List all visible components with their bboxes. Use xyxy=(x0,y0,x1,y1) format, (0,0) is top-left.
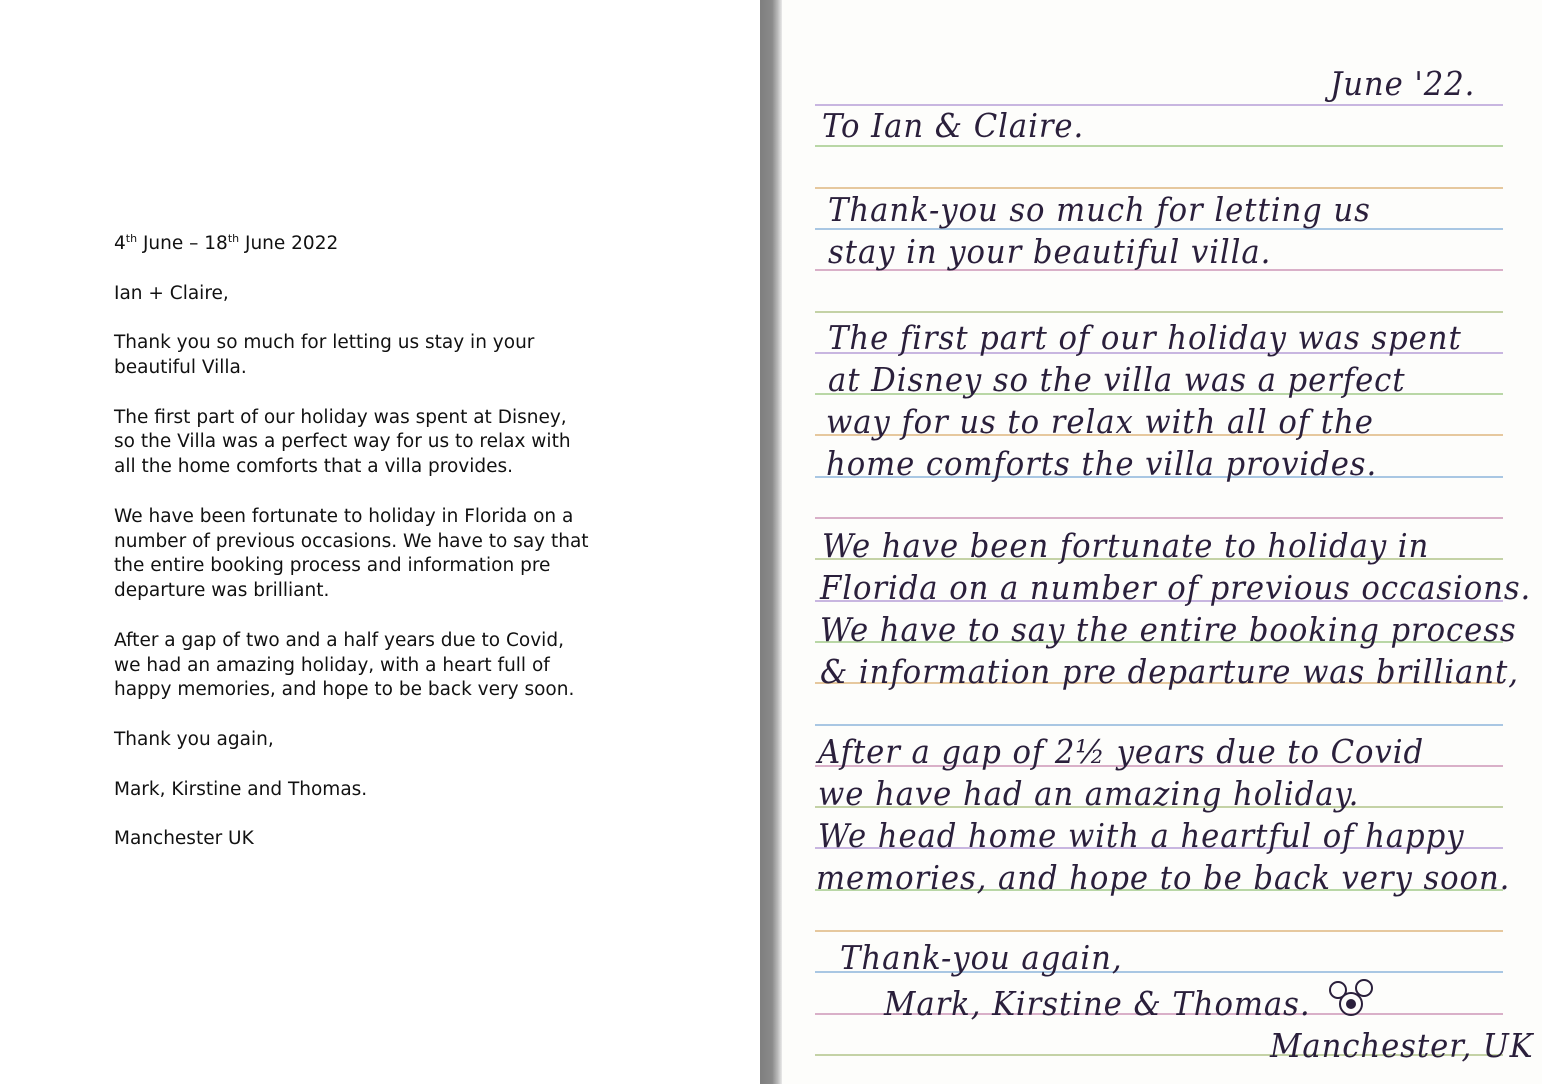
letter-closing: Thank you again, xyxy=(114,728,274,750)
handwritten-text xyxy=(782,0,1542,1084)
handwritten-signature: Mark, Kirstine & Thomas. xyxy=(884,984,1311,1023)
handwritten-location: Manchester, UK xyxy=(1270,1026,1534,1065)
letter-paragraph-1: Thank you so much for letting us stay in your beautiful Villa. xyxy=(114,332,535,378)
handwritten-greeting: To Ian & Claire. xyxy=(822,106,1085,145)
handwritten-line: memories, and hope to be back very soon. xyxy=(816,858,1511,897)
handwritten-closing: Thank-you again, xyxy=(840,938,1123,977)
handwritten-letter-page xyxy=(782,0,1542,1084)
letter-paragraph-2: The first part of our holiday was spent at Disney, so the Villa was a perfect way for us to relax with all the home comforts that a villa provides. xyxy=(114,406,571,478)
handwritten-date: June '22. xyxy=(1330,64,1476,103)
letter-location: Manchester UK xyxy=(114,828,254,850)
handwritten-line: Thank-you so much for letting us xyxy=(828,190,1371,229)
letter-date: 4th June – 18th June 2022 xyxy=(114,232,339,254)
handwritten-line: The first part of our holiday was spent xyxy=(828,318,1462,357)
letter-paragraph-4: After a gap of two and a half years due to Covid, we had an amazing holiday, with a heart full of happy memories, and hope to be back very soon. xyxy=(114,629,575,701)
handwritten-line: at Disney so the villa was a perfect xyxy=(828,360,1406,399)
handwritten-line: We head home with a heartful of happy xyxy=(818,816,1465,855)
handwritten-line: & information pre departure was brilliant, xyxy=(820,652,1519,691)
typed-letter xyxy=(114,232,674,877)
handwritten-line: stay in your beautiful villa. xyxy=(828,232,1272,271)
handwritten-line: Florida on a number of previous occasions. xyxy=(820,568,1532,607)
letter-greeting: Ian + Claire, xyxy=(114,282,229,304)
page-binding-shadow xyxy=(760,0,782,1084)
mouse-ears-doodle-icon xyxy=(1328,978,1376,1020)
handwritten-line: We have to say the entire booking process xyxy=(820,610,1517,649)
letter-paragraph-3: We have been fortunate to holiday in Florida on a number of previous occasions. We have to say that the entire booking process and information pre departure was brilliant. xyxy=(114,505,589,602)
handwritten-line: way for us to relax with all of the xyxy=(826,402,1374,441)
handwritten-line: home comforts the villa provides. xyxy=(826,444,1378,483)
handwritten-line: We have been fortunate to holiday in xyxy=(822,526,1430,565)
letter-signature: Mark, Kirstine and Thomas. xyxy=(114,778,368,800)
handwritten-line: we have had an amazing holiday. xyxy=(818,774,1360,813)
handwritten-line: After a gap of 2½ years due to Covid xyxy=(818,732,1425,771)
